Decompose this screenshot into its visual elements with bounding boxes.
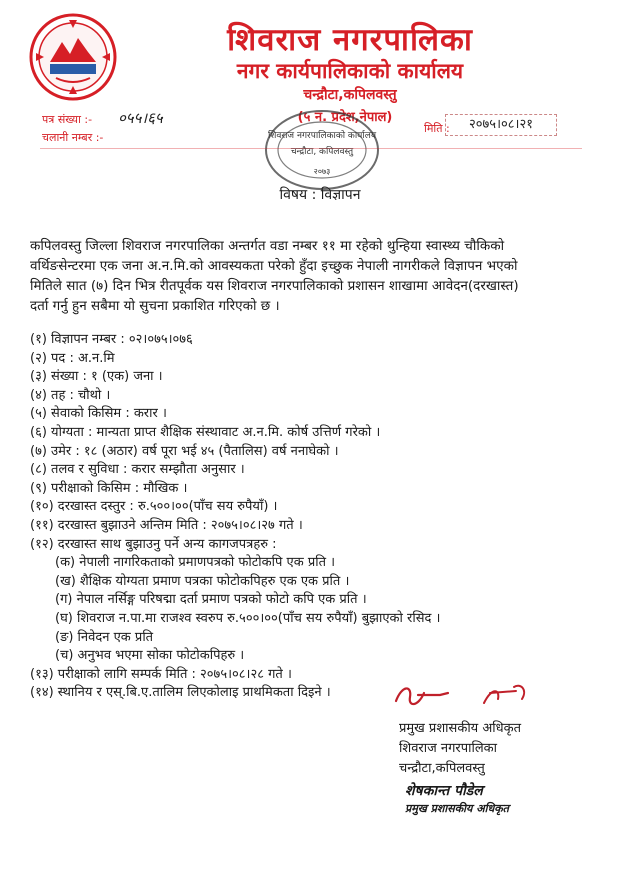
signatory-role: प्रमुख प्रशासकीय अधिकृत xyxy=(399,721,522,736)
signatory-title-stamp: प्रमुख प्रशासकीय अधिकृत xyxy=(405,802,509,815)
document-subitem: (ख) शैक्षिक योग्यता प्रमाण पत्रका फोटोकपिहरु एक एक प्रति । xyxy=(55,573,350,589)
chalani-number-label: चलानी नम्बर :- xyxy=(42,131,104,144)
date-label: मिति : xyxy=(424,122,450,135)
requirement-item: (६) योग्यता : मान्यता प्राप्त शैक्षिक संस्थावाट अ.न.मि. कोर्ष उत्तिर्ण गरेको । xyxy=(30,424,381,440)
letterhead-place: चन्द्रौटा,कपिलवस्तु xyxy=(303,87,397,103)
stamp-place: चन्द्रौटा, कपिलवस्तु xyxy=(290,147,354,157)
requirement-item: (३) संख्या : १ (एक) जना । xyxy=(30,369,163,385)
intro-line: कपिलवस्तु जिल्ला शिवराज नगरपालिका अन्तर्गत वडा नम्बर ११ मा रहेको थुन्हिया स्वास्थ्य चौकिको xyxy=(30,238,505,254)
requirement-item: (९) परीक्षाको किसिम : मौखिक । xyxy=(30,480,188,496)
intro-line: वर्थिङसेन्टरमा एक जना अ.न.मि.को आवस्यकता परेको हुँदा इच्छुक नेपाली नागरीकले विज्ञापन भएको xyxy=(30,258,518,274)
signatory-org: शिवराज नगरपालिका xyxy=(399,741,498,756)
document-subitem: (च) अनुभव भएमा सोका फोटोकपिहरु । xyxy=(55,648,245,664)
intro-line: दर्ता गर्नु हुन सबैमा यो सुचना प्रकाशित गरिएको छ । xyxy=(30,298,280,314)
stamp-year: २०७३ xyxy=(313,167,331,176)
document-subitem: (ङ) निवेदन एक प्रति xyxy=(55,629,154,645)
requirement-item: (११) दरखास्त बुझाउने अन्तिम मिति : २०७५।०८।२७ गते । xyxy=(30,517,303,533)
requirement-item: (१०) दरखास्त दस्तुर : रु.५००।००(पाँच सय रुपैयाँ) । xyxy=(30,499,278,515)
intro-line: मितिले सात (७) दिन भित्र रीतपूर्वक यस शिवराज नगरपालिकाको प्रशासन शाखामा आवेदन(दरखास्त) xyxy=(30,278,519,294)
requirement-item: (१२) दरखास्त साथ बुझाउनु पर्ने अन्य कागजपत्रहरु : xyxy=(30,536,277,552)
requirement-item: (४) तह : चौथो । xyxy=(30,387,111,403)
signatory-place: चन्द्रौटा,कपिलवस्तु xyxy=(399,761,485,776)
requirement-item: (१) विज्ञापन नम्बर : ०२।०७५।०७६ xyxy=(30,332,193,347)
requirement-item: (१३) परीक्षाको लागि सम्पर्क मिति : २०७५।०८।२८ गते । xyxy=(30,666,292,682)
date-value: २०७५।०८।२१ xyxy=(445,114,557,136)
patra-sankhya-label: पत्र संख्या :- xyxy=(42,113,93,126)
letterhead-title: शिवराज नगरपालिका xyxy=(227,22,473,58)
letterhead-subtitle: नगर कार्यपालिकाको कार्यालय xyxy=(236,59,464,83)
requirement-item: (२) पद : अ.न.मि xyxy=(30,350,115,366)
stamp-text: शिवराज नगरपालिकाको कार्यालय xyxy=(267,131,377,141)
header-divider xyxy=(40,148,582,149)
requirement-item: (१४) स्थानिय र एस्.बि.ए.तालिम लिएकोलाइ प्राथमिकता दिइने । xyxy=(30,685,331,701)
patra-sankhya-value: ०५५।६५ xyxy=(118,109,163,127)
requirement-item: (८) तलव र सुविधा : करार सम्झौता अनुसार । xyxy=(30,462,245,478)
signatory-name-stamp: शेषकान्त पौडेल xyxy=(405,783,483,799)
handwritten-signature-icon xyxy=(388,679,538,715)
nepal-emblem-icon xyxy=(28,12,118,102)
requirement-item: (५) सेवाको किसिम : करार । xyxy=(30,406,167,422)
requirement-item: (७) उमेर : १८ (अठार) वर्ष पूरा भई ४५ (पैतालिस) वर्ष ननाघेको । xyxy=(30,443,339,459)
official-stamp-icon xyxy=(263,108,381,192)
requirements-list xyxy=(30,331,590,703)
document-subitem: (घ) शिवराज न.पा.मा राजश्व स्वरुप रु.५००।००(पाँच सय रुपैयाँ) बुझाएको रसिद । xyxy=(55,610,441,626)
intro-paragraph xyxy=(30,236,610,316)
document-subitem: (ग) नेपाल नर्सिङ्ग परिषद्मा दर्ता प्रमाण पत्रको फोटो कपि एक प्रति । xyxy=(55,592,367,608)
document-subitem: (क) नेपाली नागरिकताको प्रमाणपत्रको फोटोकपि एक प्रति । xyxy=(55,555,336,571)
subject-line: विषय : विज्ञापन xyxy=(279,187,361,203)
letterhead-ward: (५ न. प्रदेश,नेपाल) xyxy=(297,110,393,125)
